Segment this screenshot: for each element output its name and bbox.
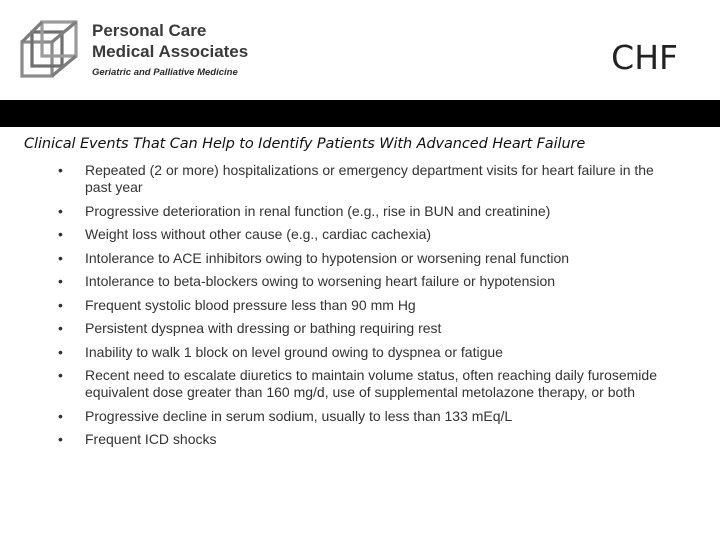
bullet-list <box>58 162 668 455</box>
slide-title: CHF <box>611 38 678 77</box>
org-name-line2: Medical Associates <box>92 42 249 61</box>
bullet-text: Inability to walk 1 block on level ground owing to dyspnea or fatigue <box>85 343 503 360</box>
bullet-text: Recent need to escalate diuretics to maintain volume status, often reaching daily furosemide equivalent dose greater than 160 mg/d, use of supplemental metolazone therapy, or both <box>85 367 657 400</box>
bullet-text: Intolerance to ACE inhibitors owing to hypotension or worsening renal function <box>85 249 570 266</box>
bullet-text: Intolerance to beta-blockers owing to worsening heart failure or hypotension <box>85 273 556 289</box>
bullet-item <box>58 408 668 425</box>
bullet-item <box>58 431 668 448</box>
bullet-item <box>58 226 668 243</box>
bullet-text: Frequent systolic blood pressure less than 90 mm Hg <box>85 296 416 313</box>
bullet-text: Persistent dyspnea with dressing or bathing requiring rest <box>85 320 442 336</box>
bullet-item <box>58 162 668 196</box>
bullet-dot: • <box>58 249 63 266</box>
bullet-item <box>58 367 668 401</box>
bullet-item <box>58 203 668 220</box>
bullet-text: Repeated (2 or more) hospitalizations or emergency department visits for heart failure in the past year <box>85 162 654 195</box>
bullet-dot: • <box>58 431 63 447</box>
org-name-block <box>92 20 248 78</box>
bullet-dot: • <box>58 343 63 360</box>
bullet-dot: • <box>58 407 63 424</box>
org-name-line1: Personal Care <box>92 21 207 40</box>
bullet-dot: • <box>58 367 63 383</box>
bullet-text: Frequent ICD shocks <box>85 431 217 447</box>
header-band <box>0 100 720 127</box>
bullet-item <box>58 297 668 314</box>
bullet-item <box>58 344 668 361</box>
bullet-text: Progressive decline in serum sodium, usually to less than 133 mEq/L <box>85 407 513 424</box>
bullet-text: Progressive deterioration in renal function (e.g., rise in BUN and creatinine) <box>85 202 551 219</box>
bullet-dot: • <box>58 202 63 219</box>
stacked-cube-frames-icon <box>18 18 82 80</box>
bullet-item <box>58 273 668 290</box>
org-subtitle: Geriatric and Palliative Medicine <box>92 67 238 78</box>
bullet-dot: • <box>58 162 63 178</box>
bullet-text: Weight loss without other cause (e.g., cardiac cachexia) <box>85 226 432 242</box>
bullet-dot: • <box>58 226 63 242</box>
bullet-dot: • <box>58 273 63 289</box>
bullet-item <box>58 250 668 267</box>
bullet-item <box>58 320 668 337</box>
bullet-dot: • <box>58 320 63 336</box>
content-heading: Clinical Events That Can Help to Identify Patients With Advanced Heart Failure <box>24 136 586 152</box>
bullet-dot: • <box>58 296 63 313</box>
